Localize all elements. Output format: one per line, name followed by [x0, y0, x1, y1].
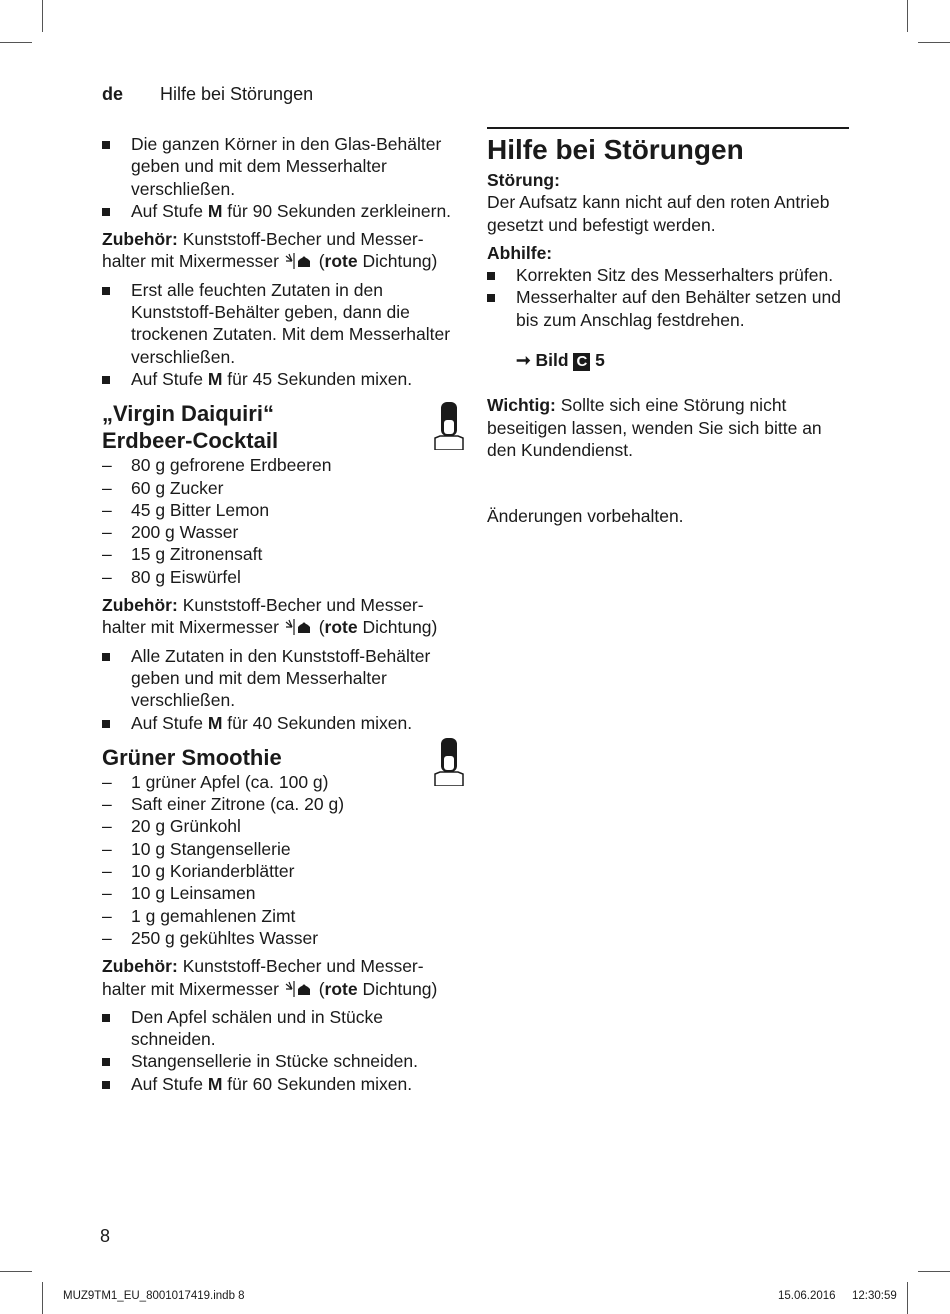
left-column	[102, 133, 464, 1095]
list-item: Auf Stufe M für 60 Sekunden mixen.	[102, 1073, 464, 1095]
footer-time: 12:30:59	[852, 1290, 897, 1302]
important-note: Wichtig: Sollte sich eine Störung nicht beseitigen lassen, wenden Sie sich bitte an den Kundendienst.	[487, 395, 822, 460]
recipe-title: Grüner Smoothie	[102, 744, 282, 770]
list-item: – 60 g Zucker	[102, 477, 224, 498]
blender-jug-icon	[434, 402, 464, 450]
list-item: Messerhalter auf den Behälter setzen und bis zum Anschlag festdrehen.	[487, 286, 849, 331]
list-item: – 10 g Leinsamen	[102, 883, 256, 904]
list-item: Alle Zutaten in den Kunststoff-Behälter geben und mit dem Messerhalter verschließen.	[102, 645, 464, 712]
bullet-square-icon	[102, 141, 110, 149]
list-item: – 45 g Bitter Lemon	[102, 499, 270, 520]
list-item: – 200 g Wasser	[102, 522, 239, 543]
list-item: – 15 g Zitronensaft	[102, 544, 263, 565]
bullet-square-icon	[487, 272, 495, 280]
recipe-title: „Virgin Daiquiri“ Erdbeer-Cocktail	[102, 401, 279, 454]
mixer-blade-icon	[284, 980, 314, 998]
page-number: 8	[100, 1226, 111, 1246]
list-item: – 250 g gekühltes Wasser	[102, 927, 319, 948]
header-language: de	[102, 84, 124, 104]
bullet-square-icon	[102, 720, 110, 728]
crop-mark	[0, 42, 32, 43]
footer-filename: MUZ9TM1_EU_8001017419.indb 8	[63, 1290, 245, 1302]
bullet-square-icon	[102, 208, 110, 216]
ingredient-list	[102, 771, 464, 949]
crop-mark	[918, 42, 950, 43]
figure-reference: ➞ Bild C 5	[516, 349, 605, 370]
crop-mark	[907, 1282, 908, 1314]
list-item: – 1 g gemahlenen Zimt	[102, 905, 296, 926]
mixer-blade-icon	[284, 252, 314, 270]
accessory-note: Zubehör: Kunststoff-Becher und Messer- halter mit Mixermesser (rote Dichtung)	[102, 956, 438, 999]
list-item: Stangensellerie in Stücke schneiden.	[102, 1050, 464, 1072]
changes-note: Änderungen vorbehalten.	[487, 506, 684, 527]
list-item: Den Apfel schälen und in Stücke schneiden.	[102, 1006, 464, 1051]
bullet-square-icon	[487, 294, 495, 302]
list-item: – 10 g Stangensellerie	[102, 838, 291, 859]
list-item: Korrekten Sitz des Messerhalters prüfen.	[487, 264, 849, 286]
list-item: Die ganzen Körner in den Glas-Behälter geben und mit dem Messerhalter verschließen.	[102, 133, 464, 200]
problem-text: Der Aufsatz kann nicht auf den roten Antrieb gesetzt und befestigt werden.	[487, 192, 830, 235]
list-item: Erst alle feuchten Zutaten in den Kunststoff-Behälter geben, dann die trockenen Zutaten. Mit dem Messerhalter verschließen.	[102, 279, 464, 368]
recipe-header	[102, 400, 464, 454]
crop-mark	[0, 1271, 32, 1272]
list-item: Auf Stufe M für 90 Sekunden zerkleinern.	[102, 200, 464, 222]
list-item: Auf Stufe M für 40 Sekunden mixen.	[102, 712, 464, 734]
bullet-square-icon	[102, 376, 110, 384]
accessory-note: Zubehör: Kunststoff-Becher und Messer- halter mit Mixermesser (rote Dichtung)	[102, 595, 438, 638]
section-heading: Hilfe bei Störungen	[487, 134, 744, 165]
list-item: Auf Stufe M für 45 Sekunden mixen.	[102, 368, 464, 390]
crop-mark	[42, 0, 43, 32]
list-item: – 80 g Eiswürfel	[102, 566, 241, 587]
crop-mark	[907, 0, 908, 32]
list-item: – Saft einer Zitrone (ca. 20 g)	[102, 794, 345, 815]
accessory-note: Zubehör: Kunststoff-Becher und Messer- halter mit Mixermesser (rote Dichtung)	[102, 229, 438, 272]
ingredient-list	[102, 454, 464, 588]
bullet-square-icon	[102, 287, 110, 295]
right-column	[487, 127, 849, 528]
figure-letter-badge: C	[573, 353, 590, 371]
remedy-label: Abhilfe:	[487, 242, 553, 263]
crop-mark	[918, 1271, 950, 1272]
header-title: Hilfe bei Störungen	[160, 84, 314, 104]
mixer-blade-icon	[284, 618, 314, 636]
footer-date: 15.06.2016	[778, 1290, 836, 1302]
list-item: – 20 g Grünkohl	[102, 816, 241, 837]
bullet-square-icon	[102, 653, 110, 661]
crop-mark	[42, 1282, 43, 1314]
list-item: – 10 g Korianderblätter	[102, 861, 295, 882]
bullet-square-icon	[102, 1081, 110, 1089]
problem-label: Störung:	[487, 170, 560, 190]
arrow-right-icon: ➞	[516, 349, 531, 370]
bullet-square-icon	[102, 1014, 110, 1022]
heading-rule	[487, 127, 849, 129]
bullet-square-icon	[102, 1058, 110, 1066]
list-item: – 80 g gefrorene Erdbeeren	[102, 455, 332, 476]
recipe-header	[102, 744, 464, 771]
list-item: – 1 grüner Apfel (ca. 100 g)	[102, 771, 329, 792]
